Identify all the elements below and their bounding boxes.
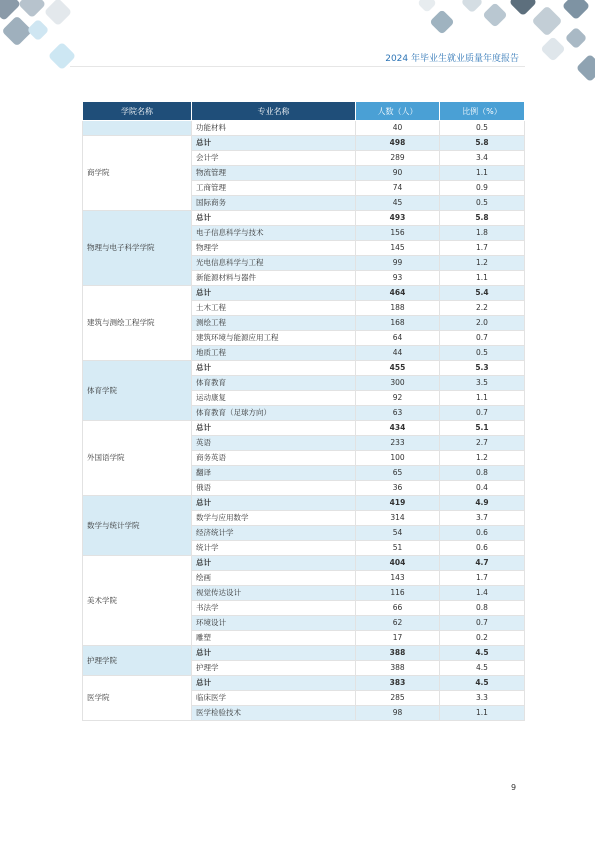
count-cell: 434 xyxy=(356,421,440,436)
ratio-cell: 4.5 xyxy=(440,646,525,661)
major-name-cell: 总计 xyxy=(192,136,356,151)
major-name-cell: 雕塑 xyxy=(192,631,356,646)
ratio-cell: 3.7 xyxy=(440,511,525,526)
table-row-total xyxy=(83,496,525,511)
count-cell: 66 xyxy=(356,601,440,616)
ratio-cell: 5.8 xyxy=(440,211,525,226)
ratio-cell: 4.7 xyxy=(440,556,525,571)
count-cell: 188 xyxy=(356,301,440,316)
count-cell: 98 xyxy=(356,706,440,721)
college-name-cell: 建筑与测绘工程学院 xyxy=(83,286,192,361)
major-name-cell: 总计 xyxy=(192,286,356,301)
major-name-cell: 总计 xyxy=(192,496,356,511)
major-name-cell: 总计 xyxy=(192,421,356,436)
ratio-cell: 5.4 xyxy=(440,286,525,301)
major-name-cell: 总计 xyxy=(192,676,356,691)
count-cell: 17 xyxy=(356,631,440,646)
ratio-cell: 0.6 xyxy=(440,541,525,556)
ratio-cell: 4.5 xyxy=(440,661,525,676)
ratio-cell: 0.7 xyxy=(440,616,525,631)
college-name-cell: 体育学院 xyxy=(83,361,192,421)
ratio-cell: 3.3 xyxy=(440,691,525,706)
count-cell: 233 xyxy=(356,436,440,451)
count-cell: 40 xyxy=(356,121,440,136)
count-cell: 116 xyxy=(356,586,440,601)
count-cell: 383 xyxy=(356,676,440,691)
college-name-cell xyxy=(83,121,192,136)
count-cell: 54 xyxy=(356,526,440,541)
ratio-cell: 1.8 xyxy=(440,226,525,241)
table-row-total xyxy=(83,211,525,226)
ratio-cell: 1.7 xyxy=(440,241,525,256)
major-name-cell: 统计学 xyxy=(192,541,356,556)
ratio-cell: 0.9 xyxy=(440,181,525,196)
major-name-cell: 物理学 xyxy=(192,241,356,256)
count-cell: 92 xyxy=(356,391,440,406)
ratio-cell: 0.8 xyxy=(440,601,525,616)
ratio-cell: 5.1 xyxy=(440,421,525,436)
count-cell: 388 xyxy=(356,661,440,676)
major-name-cell: 建筑环境与能源应用工程 xyxy=(192,331,356,346)
major-name-cell: 总计 xyxy=(192,556,356,571)
ratio-cell: 1.2 xyxy=(440,256,525,271)
count-cell: 493 xyxy=(356,211,440,226)
major-name-cell: 总计 xyxy=(192,211,356,226)
ratio-cell: 1.4 xyxy=(440,586,525,601)
major-name-cell: 功能材料 xyxy=(192,121,356,136)
ratio-cell: 1.1 xyxy=(440,166,525,181)
table-row-total xyxy=(83,421,525,436)
count-cell: 498 xyxy=(356,136,440,151)
ratio-cell: 1.1 xyxy=(440,271,525,286)
count-cell: 404 xyxy=(356,556,440,571)
major-name-cell: 光电信息科学与工程 xyxy=(192,256,356,271)
ratio-cell: 0.7 xyxy=(440,331,525,346)
header-divider xyxy=(70,66,525,67)
header-ratio: 比例（%） xyxy=(440,102,525,121)
major-name-cell: 商务英语 xyxy=(192,451,356,466)
count-cell: 62 xyxy=(356,616,440,631)
table-header-row xyxy=(83,102,525,121)
ratio-cell: 0.2 xyxy=(440,631,525,646)
major-name-cell: 工商管理 xyxy=(192,181,356,196)
ratio-cell: 4.5 xyxy=(440,676,525,691)
major-name-cell: 体育教育 xyxy=(192,376,356,391)
ratio-cell: 1.1 xyxy=(440,391,525,406)
count-cell: 143 xyxy=(356,571,440,586)
college-name-cell: 数学与统计学院 xyxy=(83,496,192,556)
major-name-cell: 物流管理 xyxy=(192,166,356,181)
count-cell: 455 xyxy=(356,361,440,376)
table-row-total xyxy=(83,676,525,691)
major-name-cell: 环境设计 xyxy=(192,616,356,631)
college-name-cell: 商学院 xyxy=(83,136,192,211)
count-cell: 145 xyxy=(356,241,440,256)
major-name-cell: 医学检验技术 xyxy=(192,706,356,721)
table-row-total xyxy=(83,136,525,151)
employment-table xyxy=(82,101,525,721)
count-cell: 90 xyxy=(356,166,440,181)
college-name-cell: 外国语学院 xyxy=(83,421,192,496)
count-cell: 99 xyxy=(356,256,440,271)
ratio-cell: 5.3 xyxy=(440,361,525,376)
page-number: 9 xyxy=(511,783,517,792)
major-name-cell: 经济统计学 xyxy=(192,526,356,541)
major-name-cell: 翻译 xyxy=(192,466,356,481)
ratio-cell: 1.1 xyxy=(440,706,525,721)
ratio-cell: 0.6 xyxy=(440,526,525,541)
ratio-cell: 0.8 xyxy=(440,466,525,481)
count-cell: 64 xyxy=(356,331,440,346)
major-name-cell: 总计 xyxy=(192,361,356,376)
ratio-cell: 0.7 xyxy=(440,406,525,421)
table-row-total xyxy=(83,646,525,661)
major-name-cell: 俄语 xyxy=(192,481,356,496)
count-cell: 300 xyxy=(356,376,440,391)
college-name-cell: 护理学院 xyxy=(83,646,192,676)
college-name-cell: 物理与电子科学学院 xyxy=(83,211,192,286)
college-name-cell: 医学院 xyxy=(83,676,192,721)
count-cell: 419 xyxy=(356,496,440,511)
major-name-cell: 临床医学 xyxy=(192,691,356,706)
count-cell: 65 xyxy=(356,466,440,481)
ratio-cell: 0.5 xyxy=(440,346,525,361)
major-name-cell: 绘画 xyxy=(192,571,356,586)
major-name-cell: 护理学 xyxy=(192,661,356,676)
count-cell: 36 xyxy=(356,481,440,496)
table-row xyxy=(83,121,525,136)
ratio-cell: 0.5 xyxy=(440,121,525,136)
count-cell: 44 xyxy=(356,346,440,361)
major-name-cell: 视觉传达设计 xyxy=(192,586,356,601)
table-row-total xyxy=(83,361,525,376)
major-name-cell: 体育教育（足球方向） xyxy=(192,406,356,421)
ratio-cell: 2.7 xyxy=(440,436,525,451)
major-name-cell: 书法学 xyxy=(192,601,356,616)
ratio-cell: 0.5 xyxy=(440,196,525,211)
count-cell: 63 xyxy=(356,406,440,421)
table-row-total xyxy=(83,286,525,301)
major-name-cell: 运动康复 xyxy=(192,391,356,406)
ratio-cell: 3.4 xyxy=(440,151,525,166)
major-name-cell: 电子信息科学与技术 xyxy=(192,226,356,241)
header-count: 人数（人） xyxy=(356,102,440,121)
ratio-cell: 5.8 xyxy=(440,136,525,151)
count-cell: 314 xyxy=(356,511,440,526)
count-cell: 388 xyxy=(356,646,440,661)
count-cell: 45 xyxy=(356,196,440,211)
major-name-cell: 总计 xyxy=(192,646,356,661)
header-major: 专业名称 xyxy=(192,102,356,121)
count-cell: 285 xyxy=(356,691,440,706)
count-cell: 51 xyxy=(356,541,440,556)
major-name-cell: 土木工程 xyxy=(192,301,356,316)
count-cell: 464 xyxy=(356,286,440,301)
major-name-cell: 地质工程 xyxy=(192,346,356,361)
major-name-cell: 英语 xyxy=(192,436,356,451)
count-cell: 100 xyxy=(356,451,440,466)
ratio-cell: 0.4 xyxy=(440,481,525,496)
major-name-cell: 数学与应用数学 xyxy=(192,511,356,526)
count-cell: 156 xyxy=(356,226,440,241)
table-row-total xyxy=(83,556,525,571)
ratio-cell: 2.2 xyxy=(440,301,525,316)
ratio-cell: 4.9 xyxy=(440,496,525,511)
report-title: 2024 年毕业生就业质量年度报告 xyxy=(385,54,519,64)
major-name-cell: 测绘工程 xyxy=(192,316,356,331)
college-name-cell: 美术学院 xyxy=(83,556,192,646)
ratio-cell: 2.0 xyxy=(440,316,525,331)
ratio-cell: 1.7 xyxy=(440,571,525,586)
count-cell: 93 xyxy=(356,271,440,286)
ratio-cell: 1.2 xyxy=(440,451,525,466)
header-college: 学院名称 xyxy=(83,102,192,121)
count-cell: 74 xyxy=(356,181,440,196)
major-name-cell: 国际商务 xyxy=(192,196,356,211)
major-name-cell: 会计学 xyxy=(192,151,356,166)
count-cell: 168 xyxy=(356,316,440,331)
count-cell: 289 xyxy=(356,151,440,166)
major-name-cell: 新能源材料与器件 xyxy=(192,271,356,286)
ratio-cell: 3.5 xyxy=(440,376,525,391)
